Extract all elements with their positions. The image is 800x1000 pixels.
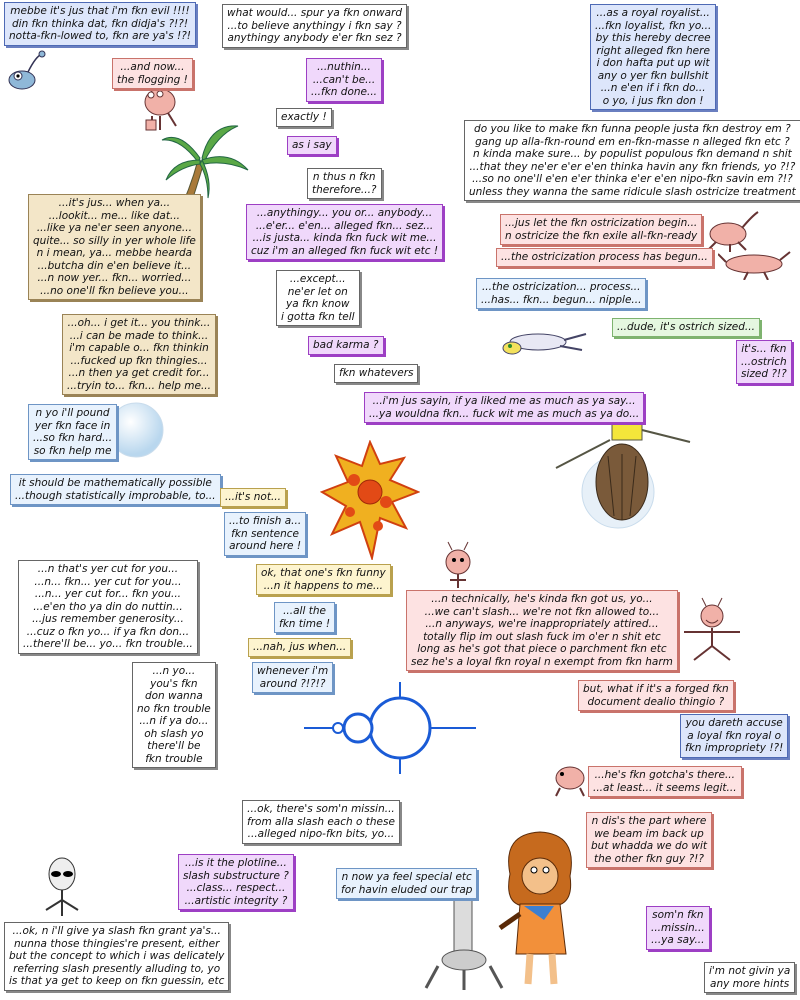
bubble-line: ...i'm jus sayin, if ya liked me as much as ya say... bbox=[372, 395, 636, 407]
grey-alien-drawing bbox=[40, 856, 86, 928]
speech-bubble-17 bbox=[612, 318, 760, 337]
bubble-line: yer fkn face in bbox=[34, 419, 111, 432]
bubble-line: is that ya get to keep on fkn guessin, etc bbox=[9, 975, 225, 987]
bubble-line: any o yer fkn bullshit bbox=[597, 69, 709, 82]
bubble-line: ne'er let on bbox=[287, 285, 348, 298]
bubble-line: ...tryin to... fkn... help me... bbox=[67, 379, 211, 392]
speech-bubble-21 bbox=[364, 392, 644, 423]
bubble-line: ...to believe anythingy i fkn say ? bbox=[227, 19, 402, 32]
speech-bubble-38 bbox=[178, 854, 294, 910]
bubble-line: ...n it happens to me... bbox=[263, 579, 384, 592]
bubble-line: ...is justa... kinda fkn fuck wit me... bbox=[252, 232, 437, 244]
speech-bubble-25 bbox=[224, 512, 306, 556]
speech-bubble-28 bbox=[406, 590, 678, 671]
bubble-line: anythingy anybody e'er fkn sez ? bbox=[227, 32, 402, 44]
bubble-line: i'm not givin ya bbox=[709, 965, 791, 977]
bubble-line: ...no one'll fkn believe you... bbox=[40, 284, 189, 297]
speech-bubble-30 bbox=[248, 638, 351, 657]
bubble-line: ...n that's yer cut for you... bbox=[37, 563, 179, 575]
bubble-line: ...anythingy... you or... anybody... bbox=[256, 207, 433, 219]
bubble-line: i don hafta put up wit bbox=[596, 57, 710, 69]
speech-bubble-19 bbox=[736, 340, 792, 384]
speech-bubble-8 bbox=[464, 120, 800, 201]
bubble-line: ...and now... bbox=[120, 61, 185, 73]
bubble-line: ...he's fkn gotcha's there... bbox=[594, 769, 735, 781]
speech-bubble-32 bbox=[252, 662, 333, 693]
bubble-line: mebbe it's jus that i'm fkn evil !!!! bbox=[10, 5, 190, 17]
bubble-line: long as he's got that piece o parchment fkn etc bbox=[417, 643, 667, 655]
bubble-line: ...n now yer... fkn... worried... bbox=[37, 272, 192, 284]
bubble-line: ...is it the plotline... bbox=[185, 857, 287, 869]
bubble-line: don wanna bbox=[144, 690, 203, 702]
bubble-line: ...to finish a... bbox=[229, 515, 302, 527]
bubble-line: sez he's a loyal fkn royal n exempt from fkn harm bbox=[411, 655, 673, 668]
bubble-line: ...the ostricization process has begun... bbox=[501, 251, 708, 263]
bubble-line: ...n anyways, we're inappropriately attired... bbox=[425, 618, 659, 630]
bubble-line: bad karma ? bbox=[313, 339, 379, 351]
upside-down-caveman-drawing bbox=[552, 420, 692, 530]
speech-bubble-13 bbox=[496, 248, 713, 267]
bubble-line: ...nuthin... bbox=[317, 61, 371, 73]
bubble-line: i gotta fkn tell bbox=[281, 310, 355, 323]
bubble-line: ...nah, jus when... bbox=[253, 641, 347, 653]
bubble-line: ...n e'en if i fkn do... bbox=[600, 82, 706, 94]
bubble-line: therefore...? bbox=[312, 183, 377, 196]
bubble-line: do you like to make fkn funna people justa fkn destroy em ? bbox=[474, 123, 791, 135]
speech-bubble-29 bbox=[274, 602, 335, 633]
caveman-drawing bbox=[494, 824, 584, 992]
bubble-line: referring slash presently alluding to, yo bbox=[13, 962, 221, 975]
bubble-line: ...we can't slash... we're not fkn allowed to... bbox=[424, 605, 660, 618]
bubble-line: there'll be bbox=[147, 740, 201, 752]
bubble-line: nunna those thingies're present, either bbox=[13, 937, 220, 950]
bubble-line: you's fkn bbox=[150, 677, 198, 690]
bubble-line: but whadda we do wit bbox=[591, 840, 707, 852]
bubble-line: but, what if it's a forged fkn bbox=[583, 683, 729, 695]
bubble-line: ...has... fkn... begun... nipple... bbox=[481, 293, 642, 306]
bubble-line: ...can't be... bbox=[312, 73, 376, 86]
bubble-line: n ostricize the fkn exile all-fkn-ready bbox=[505, 229, 698, 242]
bubble-line: cuz i'm an alleged fkn fuck wit etc ! bbox=[251, 244, 439, 257]
bubble-line: ...fucked up fkn thingies... bbox=[70, 354, 208, 367]
speech-bubble-10 bbox=[28, 194, 201, 300]
speech-bubble-1 bbox=[4, 2, 196, 46]
bubble-line: ...ya say... bbox=[651, 934, 705, 946]
bubble-line: n thus n fkn bbox=[312, 171, 376, 183]
bubble-line: ...so no one'll e'en e'er thinka e'er e'en nipo-fkn savin em ?!? bbox=[472, 173, 793, 185]
bubble-line: ...jus remember generosity... bbox=[32, 613, 184, 625]
speech-bubble-16 bbox=[62, 314, 216, 395]
bubble-line: ...ok, there's som'n missin... bbox=[247, 803, 395, 815]
bubble-line: ...n... fkn... yer cut for you... bbox=[34, 575, 182, 588]
bubble-line: ...at least... it seems legit... bbox=[593, 781, 737, 794]
speech-bubble-4 bbox=[112, 58, 193, 89]
bubble-line: ...that they ne'er e'er e'en thinka havin any fkn friends, yo ?!? bbox=[469, 160, 796, 173]
happy-alien-drawing bbox=[680, 596, 742, 662]
bubble-line: exactly ! bbox=[281, 111, 327, 123]
bubble-line: ...i can be made to think... bbox=[69, 329, 209, 342]
speech-bubble-22 bbox=[28, 404, 117, 460]
bubble-line: around here ! bbox=[229, 540, 302, 552]
speech-bubble-9 bbox=[307, 168, 382, 199]
bubble-line: ...oh... i get it... you think... bbox=[67, 317, 211, 329]
bubble-line: ...as a royal royalist... bbox=[596, 7, 710, 19]
bubble-line: ...it's not... bbox=[225, 491, 281, 503]
bubble-line: totally flip im out slash fuck im o'er n shit etc bbox=[423, 630, 661, 643]
bubble-line: right alleged fkn here bbox=[596, 44, 710, 57]
bubble-line: n kinda make sure... by populist populous fkn demand n shit bbox=[472, 148, 792, 160]
speech-bubble-33 bbox=[578, 680, 734, 711]
blue-alien-drawing bbox=[2, 50, 46, 92]
speech-bubble-36 bbox=[242, 800, 400, 844]
speech-bubble-7 bbox=[287, 136, 337, 155]
ostrich-sleeper-drawing bbox=[498, 322, 590, 360]
speech-bubble-23 bbox=[10, 474, 221, 505]
bubble-line: ...n yo... bbox=[152, 665, 196, 677]
bubble-line: ...e'er... e'en... alleged fkn... sez... bbox=[255, 219, 434, 232]
bubble-line: ...all the bbox=[283, 605, 326, 617]
bubble-line: fkn whatevers bbox=[339, 367, 414, 379]
speech-bubble-42 bbox=[704, 962, 795, 993]
bubble-line: by this hereby decree bbox=[595, 32, 711, 44]
bubble-line: around ?!?!? bbox=[259, 677, 326, 690]
bubble-line: what would... spur ya fkn onward bbox=[227, 7, 403, 19]
bubble-line: oh slash yo bbox=[144, 727, 204, 740]
bubble-line: ...ok, n i'll give ya slash fkn grant ya's... bbox=[12, 925, 221, 937]
bubble-line: ...so fkn hard... bbox=[33, 432, 113, 444]
speech-bubble-35 bbox=[588, 766, 742, 797]
speech-bubble-14 bbox=[276, 270, 360, 326]
bubble-line: it should be mathematically possible bbox=[18, 477, 212, 489]
bubble-line: som'n fkn bbox=[652, 909, 704, 921]
bubble-line: ...there'll be... yo... fkn trouble... bbox=[23, 638, 193, 650]
bubble-line: n now ya feel special etc bbox=[341, 871, 472, 883]
speech-bubble-24 bbox=[220, 488, 286, 507]
bubble-line: as i say bbox=[292, 139, 332, 151]
bubble-line: we beam im back up bbox=[594, 827, 704, 840]
bubble-line: ...fkn loyalist, fkn yo... bbox=[595, 19, 712, 32]
speech-bubble-41 bbox=[4, 922, 229, 991]
speech-bubble-6 bbox=[276, 108, 332, 127]
bubble-line: ...n then ya get credit for... bbox=[68, 367, 210, 379]
speech-bubble-18 bbox=[308, 336, 384, 355]
bubble-line: ...e'en tho ya din do nuttin... bbox=[33, 600, 183, 613]
bubble-line: fkn sentence bbox=[231, 527, 299, 540]
bubble-line: no fkn trouble bbox=[137, 702, 211, 715]
bubble-line: ...cuz o fkn yo... if ya fkn don... bbox=[26, 625, 190, 638]
bubble-line: it's... fkn bbox=[741, 343, 787, 355]
speech-bubble-40 bbox=[646, 906, 710, 950]
bubble-line: ...though statistically improbable, to... bbox=[15, 489, 216, 502]
speech-bubble-39 bbox=[336, 868, 477, 899]
bubble-line: fkn impropriety !?! bbox=[685, 742, 784, 754]
bubble-line: n dis's the part where bbox=[591, 815, 707, 827]
bubble-line: for havin eluded our trap bbox=[341, 883, 473, 896]
bubble-line: ...like ya ne'er seen anyone... bbox=[36, 222, 192, 234]
bubble-line: slash substructure ? bbox=[183, 869, 289, 882]
bubble-line: sized ?!? bbox=[741, 368, 787, 380]
bubble-line: ...except... bbox=[289, 273, 346, 285]
bubble-line: ...it's jus... when ya... bbox=[58, 197, 171, 209]
bubble-line: you dareth accuse bbox=[685, 717, 783, 729]
speech-bubble-31 bbox=[132, 662, 216, 768]
bubble-line: notta-fkn-lowed to, fkn are ya's !?! bbox=[9, 30, 192, 42]
bubble-line: ...butcha din e'en believe it... bbox=[37, 259, 192, 272]
fractal-flame-drawing bbox=[320, 440, 420, 560]
bubble-line: ...class... respect... bbox=[186, 882, 286, 894]
bubble-line: ...dude, it's ostrich sized... bbox=[617, 321, 755, 333]
antenna-alien-drawing bbox=[440, 540, 480, 590]
bubble-line: whenever i'm bbox=[257, 665, 329, 677]
speech-bubble-2 bbox=[222, 4, 407, 48]
bubble-line: fkn time ! bbox=[279, 617, 331, 630]
bubble-line: ...n if ya do... bbox=[139, 715, 209, 727]
bubble-line: ...ya wouldna fkn... fuck wit me as much as ya do... bbox=[369, 407, 640, 420]
speech-bubble-5 bbox=[306, 58, 382, 102]
bubble-line: from alla slash each o these bbox=[247, 815, 395, 828]
bubble-line: any more hints bbox=[710, 977, 790, 990]
bubble-line: n i mean, ya... mebbe hearda bbox=[36, 247, 193, 259]
bubble-line: ...missin... bbox=[651, 921, 705, 934]
small-pig-drawing bbox=[548, 758, 592, 798]
bubble-line: ...artistic integrity ? bbox=[184, 894, 288, 907]
mandelbrot-drawing bbox=[300, 678, 480, 778]
bubble-line: a loyal fkn royal o bbox=[687, 729, 782, 742]
bubble-line: ya fkn know bbox=[286, 298, 350, 310]
speech-bubble-11 bbox=[246, 204, 443, 260]
speech-bubble-15 bbox=[476, 278, 646, 309]
speech-bubble-37 bbox=[586, 812, 712, 868]
bubble-line: ...ostrich bbox=[741, 355, 787, 368]
bubble-line: i'm capable o... fkn thinkin bbox=[69, 342, 209, 354]
bubble-line: the other fkn guy ?!? bbox=[594, 852, 704, 865]
bubble-line: document dealio thingio ? bbox=[587, 695, 725, 708]
speech-bubble-26 bbox=[18, 560, 198, 654]
bubble-line: fkn trouble bbox=[145, 752, 203, 765]
speech-bubble-12 bbox=[500, 214, 702, 245]
bubble-line: ...fkn done... bbox=[311, 86, 377, 98]
bubble-line: ...lookit... me... like dat... bbox=[48, 209, 180, 222]
bubble-line: n yo i'll pound bbox=[35, 407, 110, 419]
bubble-line: ...alleged nipo-fkn bits, yo... bbox=[247, 828, 395, 840]
speech-bubble-27 bbox=[256, 564, 391, 595]
bubble-line: ok, that one's fkn funny bbox=[261, 567, 386, 579]
bubble-line: ...n... yer cut for... fkn you... bbox=[34, 588, 182, 600]
bubble-line: unless they wanna the same ridicule slash ostricize treatment bbox=[469, 185, 796, 198]
speech-bubble-34 bbox=[680, 714, 788, 758]
bubble-line: o yo, i jus fkn don ! bbox=[602, 94, 704, 107]
bubble-line: gang up alla-fkn-round em en-fkn-masse n alleged fkn etc ? bbox=[475, 135, 790, 148]
bubble-line: din fkn thinka dat, fkn didja's ?!?! bbox=[11, 17, 189, 30]
bubble-line: but the concept to which i was delicately bbox=[9, 950, 225, 962]
lying-pig-drawing bbox=[718, 244, 792, 280]
bubble-line: ...jus let the fkn ostricization begin... bbox=[505, 217, 698, 229]
speech-bubble-20 bbox=[334, 364, 418, 383]
bubble-line: the flogging ! bbox=[117, 73, 188, 86]
bubble-line: so fkn help me bbox=[33, 444, 112, 457]
speech-bubble-3 bbox=[590, 4, 716, 110]
bubble-line: ...n technically, he's kinda fkn got us, yo... bbox=[431, 593, 653, 605]
bubble-line: quite... so silly in yer whole life bbox=[33, 234, 196, 247]
bubble-line: ...the ostricization... process... bbox=[481, 281, 641, 293]
